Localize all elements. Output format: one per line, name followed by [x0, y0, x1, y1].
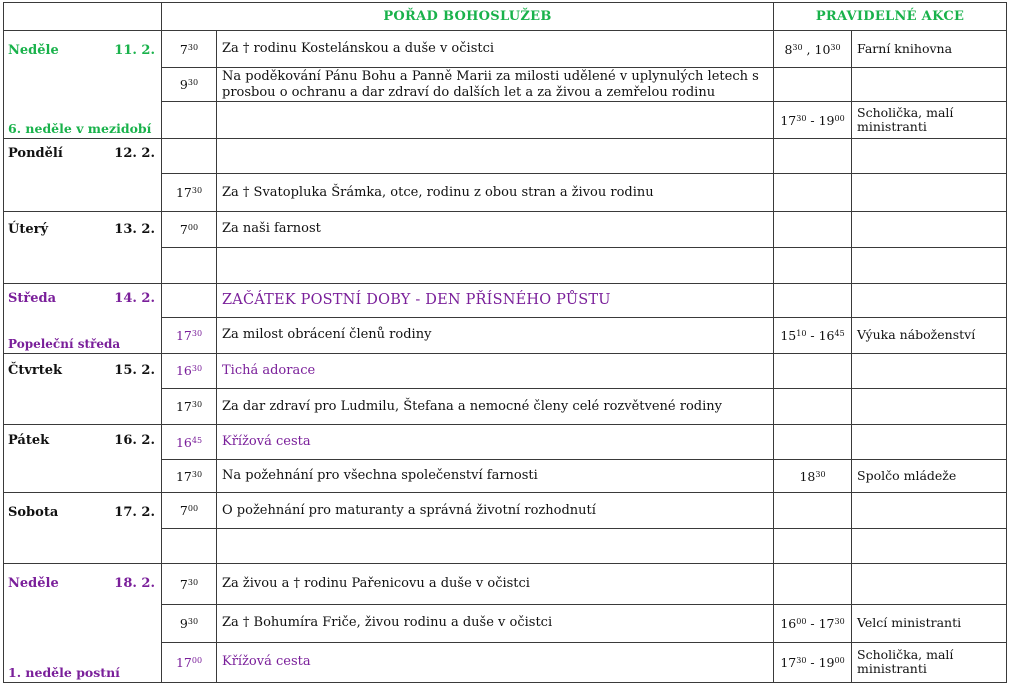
- event-name: [852, 389, 1007, 425]
- event-name: Výuka náboženství: [852, 317, 1007, 353]
- day-name: Pátek: [8, 433, 50, 449]
- service-time: [162, 174, 217, 211]
- event-start-minute: 10: [796, 328, 807, 338]
- time-hour: 7: [179, 576, 188, 592]
- mass-intention: Na poděkování Pánu Bohu a Panně Marii za milosti udělené v uplynulých letech s prosbou o ochranu a dar zdraví do dalších let a za živou a zemřelou rodinu: [217, 68, 774, 102]
- event-start-minute: 00: [796, 616, 807, 626]
- event-name: [852, 425, 1007, 460]
- day-date: 15. 2.: [114, 362, 155, 378]
- event-name: [852, 493, 1007, 529]
- event-name: Velcí ministranti: [852, 604, 1007, 642]
- service-time: [162, 353, 217, 388]
- event-time: [774, 604, 852, 642]
- time-minute: 45: [191, 435, 203, 445]
- day-cell: [4, 31, 162, 139]
- event-start-hour: 17: [780, 654, 797, 670]
- day-date: 11. 2.: [114, 43, 155, 59]
- service-time: [162, 460, 217, 493]
- service-time: [162, 283, 217, 317]
- event-time: [774, 493, 852, 529]
- service-time: [162, 529, 217, 564]
- day-row: [4, 353, 1007, 388]
- event-time: [774, 389, 852, 425]
- event-start-minute: 30: [815, 469, 826, 479]
- service-time: [162, 425, 217, 460]
- event-time: [774, 283, 852, 317]
- time-hour: 17: [175, 327, 192, 343]
- service-time: [162, 317, 217, 353]
- day-row: [4, 425, 1007, 460]
- mass-intention: Za † Bohumíra Friče, živou rodinu a duše v očistci: [217, 604, 774, 642]
- time-minute: 00: [187, 222, 199, 232]
- day-name: Pondělí: [8, 146, 63, 162]
- day-date: 17. 2.: [114, 505, 155, 521]
- event-time: [774, 317, 852, 353]
- event-start-minute: 30: [796, 655, 807, 665]
- event-end-hour: 19: [818, 112, 835, 128]
- event-name: [852, 139, 1007, 174]
- event-start-minute: 30: [796, 113, 807, 123]
- event-time-separator: -: [806, 327, 819, 343]
- time-minute: 30: [191, 364, 203, 374]
- time-minute: 30: [191, 469, 203, 479]
- event-time: [774, 31, 852, 68]
- day-date: 13. 2.: [114, 221, 155, 237]
- event-time-separator: ,: [802, 41, 815, 57]
- event-time: [774, 139, 852, 174]
- event-start-hour: 17: [780, 112, 797, 128]
- event-name: Spolčo mládeže: [852, 460, 1007, 493]
- schedule-table: [3, 2, 1007, 683]
- day-cell: [4, 139, 162, 211]
- event-time: [774, 247, 852, 283]
- header-blank-cell: [4, 3, 162, 31]
- service-time: [162, 68, 217, 102]
- mass-intention: Za † rodinu Kostelánskou a duše v očistci: [217, 31, 774, 68]
- day-date: 16. 2.: [114, 433, 155, 449]
- time-hour: 9: [179, 615, 188, 631]
- event-name: [852, 353, 1007, 388]
- event-time: [774, 211, 852, 247]
- day-name: Sobota: [8, 505, 59, 521]
- time-minute: 30: [187, 577, 199, 587]
- time-minute: 30: [191, 186, 203, 195]
- event-start-hour: 15: [780, 327, 797, 343]
- day-name: Neděle: [8, 43, 59, 59]
- event-name: [852, 211, 1007, 247]
- mass-intention: ZAČÁTEK POSTNÍ DOBY - DEN PŘÍSNÉHO PŮSTU: [217, 283, 774, 317]
- day-subtitle: 6. neděle v mezidobí: [8, 121, 152, 137]
- time-hour: 9: [179, 77, 188, 93]
- event-name: [852, 529, 1007, 564]
- time-hour: 7: [179, 503, 188, 519]
- mass-intention: Za dar zdraví pro Ludmilu, Štefana a nemocné členy celé rozvětvené rodiny: [217, 389, 774, 425]
- mass-intention: Za živou a † rodinu Pařenicovu a duše v očistci: [217, 564, 774, 604]
- event-end-hour: 16: [818, 327, 835, 343]
- event-time: [774, 460, 852, 493]
- mass-intention: [217, 529, 774, 564]
- mass-intention: [217, 247, 774, 283]
- time-hour: 16: [175, 434, 192, 450]
- service-time: [162, 102, 217, 139]
- mass-intention: [217, 139, 774, 174]
- time-hour: 7: [179, 221, 188, 237]
- day-name: Úterý: [8, 221, 49, 237]
- event-end-minute: 30: [834, 616, 845, 626]
- event-end-hour: 10: [814, 41, 831, 57]
- event-start-hour: 8: [784, 41, 793, 57]
- mass-intention: [217, 102, 774, 139]
- service-time: [162, 493, 217, 529]
- mass-intention: Za milost obrácení členů rodiny: [217, 317, 774, 353]
- event-name: [852, 68, 1007, 102]
- event-end-minute: 30: [830, 42, 841, 52]
- event-time: [774, 102, 852, 139]
- mass-intention: Tichá adorace: [217, 353, 774, 388]
- event-end-hour: 19: [818, 654, 835, 670]
- service-time: [162, 31, 217, 68]
- event-time: [774, 425, 852, 460]
- service-time: [162, 389, 217, 425]
- day-cell: [4, 425, 162, 493]
- time-hour: 7: [179, 41, 188, 57]
- events-header: PRAVIDELNÉ AKCE: [774, 3, 1007, 31]
- event-name: Scholička, malí ministranti: [852, 102, 1007, 139]
- day-name: Neděle: [8, 576, 59, 592]
- event-time: [774, 529, 852, 564]
- time-minute: 00: [187, 504, 199, 514]
- event-time: [774, 353, 852, 388]
- event-name: [852, 174, 1007, 211]
- service-time: [162, 642, 217, 682]
- event-time: [774, 642, 852, 682]
- time-minute: 30: [187, 42, 199, 52]
- event-end-minute: 45: [834, 328, 845, 338]
- day-row: [4, 564, 1007, 604]
- day-cell: [4, 283, 162, 353]
- service-time: [162, 211, 217, 247]
- event-time-separator: -: [806, 112, 819, 128]
- event-time: [774, 564, 852, 604]
- day-subtitle: Popeleční středa: [8, 336, 121, 351]
- event-name: [852, 247, 1007, 283]
- time-hour: 16: [175, 363, 192, 379]
- time-hour: 17: [175, 185, 192, 200]
- time-hour: 17: [175, 399, 192, 415]
- event-start-hour: 16: [780, 615, 797, 631]
- day-cell: [4, 353, 162, 424]
- event-time: [774, 174, 852, 211]
- day-cell: [4, 211, 162, 283]
- day-cell: [4, 493, 162, 564]
- day-row: [4, 283, 1007, 317]
- day-subtitle: 1. neděle postní: [8, 665, 120, 680]
- event-time-separator: -: [806, 615, 819, 631]
- event-name: [852, 564, 1007, 604]
- mass-intention: Křížová cesta: [217, 425, 774, 460]
- mass-intention: Za † Svatopluka Šrámka, otce, rodinu z obou stran a živou rodinu: [217, 174, 774, 211]
- event-end-minute: 00: [834, 113, 845, 123]
- day-row: [4, 211, 1007, 247]
- time-minute: 30: [191, 328, 203, 338]
- time-hour: 17: [175, 654, 192, 670]
- day-date: 18. 2.: [114, 576, 155, 592]
- day-name: Středa: [8, 290, 57, 306]
- event-name: Scholička, malí ministranti: [852, 642, 1007, 682]
- time-minute: 30: [187, 78, 199, 88]
- event-name: Farní knihovna: [852, 31, 1007, 68]
- event-time: [774, 68, 852, 102]
- service-time: [162, 139, 217, 174]
- time-minute: 00: [191, 655, 203, 665]
- time-minute: 30: [187, 616, 199, 626]
- day-date: 14. 2.: [114, 290, 155, 306]
- day-cell: [4, 564, 162, 683]
- day-name: Čtvrtek: [8, 362, 63, 378]
- service-time: [162, 564, 217, 604]
- service-time: [162, 604, 217, 642]
- day-row: [4, 493, 1007, 529]
- event-end-minute: 00: [834, 655, 845, 665]
- schedule-header: POŘAD BOHOSLUŽEB: [162, 3, 774, 31]
- day-row: [4, 139, 1007, 174]
- header-row: [4, 3, 1007, 31]
- event-name: [852, 283, 1007, 317]
- event-time-separator: -: [806, 654, 819, 670]
- mass-intention: Na požehnání pro všechna společenství farnosti: [217, 460, 774, 493]
- time-hour: 17: [175, 468, 192, 484]
- event-end-hour: 17: [818, 615, 835, 631]
- day-date: 12. 2.: [114, 146, 155, 162]
- day-row: [4, 31, 1007, 68]
- event-start-minute: 30: [792, 42, 803, 52]
- time-minute: 30: [191, 400, 203, 410]
- service-time: [162, 247, 217, 283]
- mass-intention: Za naši farnost: [217, 211, 774, 247]
- mass-intention: O požehnání pro maturanty a správná životní rozhodnutí: [217, 493, 774, 529]
- event-start-hour: 18: [799, 468, 816, 484]
- mass-intention: Křížová cesta: [217, 642, 774, 682]
